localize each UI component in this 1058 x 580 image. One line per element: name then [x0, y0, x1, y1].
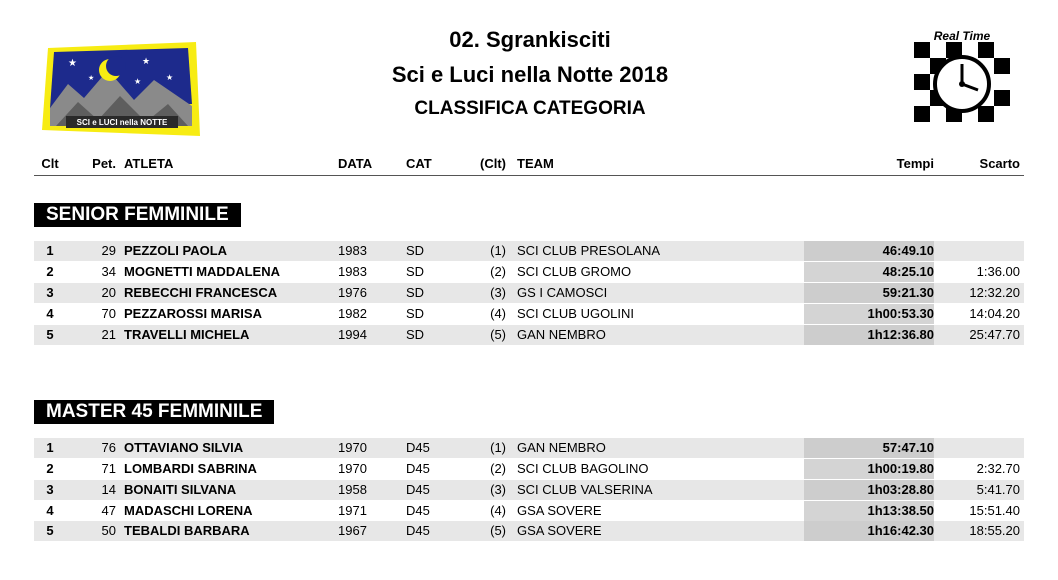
cell-pet: 47 [101, 503, 116, 518]
cell-clt: 5 [46, 523, 54, 538]
cell-atleta: MOGNETTI MADDALENA [124, 264, 280, 279]
cell-data: 1976 [338, 285, 367, 300]
cell-atleta: PEZZAROSSI MARISA [124, 306, 262, 321]
cell-cat: D45 [406, 461, 430, 476]
cell-tempi: 1h00:53.30 [804, 304, 934, 324]
cell-tempi: 46:49.10 [804, 241, 934, 261]
cell-scarto: 15:51.40 [969, 503, 1020, 518]
cell-team: SCI CLUB VALSERINA [517, 482, 653, 497]
cell-clt: 5 [46, 327, 54, 342]
cell-atleta: PEZZOLI PAOLA [124, 243, 228, 258]
cell-pet: 21 [101, 327, 116, 342]
cell-cat: D45 [406, 523, 430, 538]
cell-data: 1994 [338, 327, 367, 342]
cell-clt: 2 [46, 264, 54, 279]
cell-data: 1971 [338, 503, 367, 518]
svg-text:★: ★ [142, 57, 151, 67]
category-banner: SENIOR FEMMINILE [34, 203, 241, 227]
cell-tempi: 1h00:19.80 [804, 459, 934, 479]
timing-logo [910, 28, 1014, 136]
cell-team: GSA SOVERE [517, 523, 602, 538]
cell-pclt: (4) [490, 503, 506, 518]
cell-pclt: (1) [490, 243, 506, 258]
cell-pclt: (3) [490, 482, 506, 497]
cell-atleta: TEBALDI BARBARA [124, 523, 250, 538]
cell-tempi: 57:47.10 [804, 438, 934, 458]
svg-text:★: ★ [166, 73, 174, 82]
cell-clt: 1 [46, 440, 54, 455]
cell-cat: SD [406, 327, 425, 342]
cell-cat: D45 [406, 482, 430, 497]
cell-pclt: (5) [490, 327, 506, 342]
table-header [34, 156, 1024, 176]
cell-scarto: 12:32.20 [969, 285, 1020, 300]
cell-pet: 76 [101, 440, 116, 455]
header-clt: Clt [41, 156, 59, 171]
cell-data: 1983 [338, 243, 367, 258]
cell-pclt: (1) [490, 440, 506, 455]
cell-atleta: REBECCHI FRANCESCA [124, 285, 278, 300]
event-subtitle: Sci e Luci nella Notte 2018 [391, 62, 669, 87]
header-tempi: Tempi [896, 156, 934, 171]
cell-clt: 1 [46, 243, 54, 258]
cell-data: 1967 [338, 523, 367, 538]
cell-cat: D45 [406, 440, 430, 455]
cell-team: GS I CAMOSCI [517, 285, 608, 300]
cell-team: GAN NEMBRO [517, 327, 606, 342]
header-data: DATA [338, 156, 373, 171]
cell-data: 1982 [338, 306, 367, 321]
logo-text: SCI e LUCI nella NOTTE [76, 118, 168, 127]
cell-atleta: TRAVELLI MICHELA [124, 327, 250, 342]
cell-pet: 70 [101, 306, 116, 321]
cell-data: 1970 [338, 461, 367, 476]
cell-scarto: 18:55.20 [969, 523, 1020, 538]
table-row [34, 459, 1024, 479]
cell-pet: 20 [101, 285, 116, 300]
cell-tempi: 1h13:38.50 [804, 501, 934, 521]
event-title: 02. Sgrankisciti [449, 27, 611, 52]
cell-data: 1983 [338, 264, 367, 279]
table-row [34, 304, 1024, 324]
table-row [34, 283, 1024, 303]
timing-logo-text: Real Time [933, 29, 991, 43]
cell-atleta: MADASCHI LORENA [124, 503, 253, 518]
cell-pclt: (5) [490, 523, 506, 538]
header-cat: CAT [406, 156, 432, 171]
cell-tempi: 1h03:28.80 [804, 480, 934, 500]
cell-pclt: (2) [490, 461, 506, 476]
cell-pet: 71 [101, 461, 116, 476]
cell-scarto: 14:04.20 [969, 306, 1020, 321]
cell-scarto: 5:41.70 [976, 482, 1020, 497]
cell-clt: 4 [46, 503, 54, 518]
cell-clt: 3 [46, 285, 54, 300]
cell-clt: 2 [46, 461, 54, 476]
table-row [34, 480, 1024, 500]
cell-cat: D45 [406, 503, 430, 518]
cell-cat: SD [406, 243, 425, 258]
cell-data: 1958 [338, 482, 367, 497]
cell-pet: 50 [101, 523, 116, 538]
header-pclt: (Clt) [480, 156, 506, 171]
table-row [34, 521, 1024, 541]
cell-data: 1970 [338, 440, 367, 455]
cell-scarto: 1:36.00 [976, 264, 1020, 279]
cell-cat: SD [406, 264, 425, 279]
table-row [34, 325, 1024, 345]
cell-team: SCI CLUB PRESOLANA [517, 243, 661, 258]
svg-text:★: ★ [68, 58, 77, 69]
header-team: TEAM [517, 156, 554, 171]
cell-team: SCI CLUB GROMO [517, 264, 632, 279]
cell-pet: 34 [101, 264, 116, 279]
cell-tempi: 59:21.30 [804, 283, 934, 303]
cell-cat: SD [406, 285, 425, 300]
header-pet: Pet. [92, 156, 116, 171]
svg-text:★: ★ [88, 74, 95, 82]
cell-pet: 14 [101, 482, 116, 497]
cell-clt: 3 [46, 482, 54, 497]
cell-pet: 29 [101, 243, 116, 258]
cell-cat: SD [406, 306, 425, 321]
table-row [34, 438, 1024, 458]
cell-team: GAN NEMBRO [517, 440, 606, 455]
cell-team: GSA SOVERE [517, 503, 602, 518]
cell-atleta: LOMBARDI SABRINA [124, 461, 257, 476]
header-scarto: Scarto [979, 156, 1020, 171]
cell-tempi: 1h16:42.30 [804, 521, 934, 541]
header-atleta: ATLETA [124, 156, 174, 171]
event-logo [38, 40, 202, 140]
svg-text:★: ★ [134, 77, 142, 86]
cell-clt: 4 [46, 306, 54, 321]
cell-pclt: (2) [490, 264, 506, 279]
ranking-heading: CLASSIFICA CATEGORIA [414, 98, 646, 119]
cell-pclt: (4) [490, 306, 506, 321]
cell-team: SCI CLUB BAGOLINO [517, 461, 649, 476]
cell-atleta: OTTAVIANO SILVIA [124, 440, 244, 455]
cell-tempi: 48:25.10 [804, 262, 934, 282]
cell-scarto: 25:47.70 [969, 327, 1020, 342]
cell-tempi: 1h12:36.80 [804, 325, 934, 345]
cell-atleta: BONAITI SILVANA [124, 482, 237, 497]
cell-scarto: 2:32.70 [976, 461, 1020, 476]
cell-team: SCI CLUB UGOLINI [517, 306, 635, 321]
category-banner: MASTER 45 FEMMINILE [34, 400, 274, 424]
table-row [34, 501, 1024, 521]
cell-pclt: (3) [490, 285, 506, 300]
table-row [34, 241, 1024, 261]
table-row [34, 262, 1024, 282]
